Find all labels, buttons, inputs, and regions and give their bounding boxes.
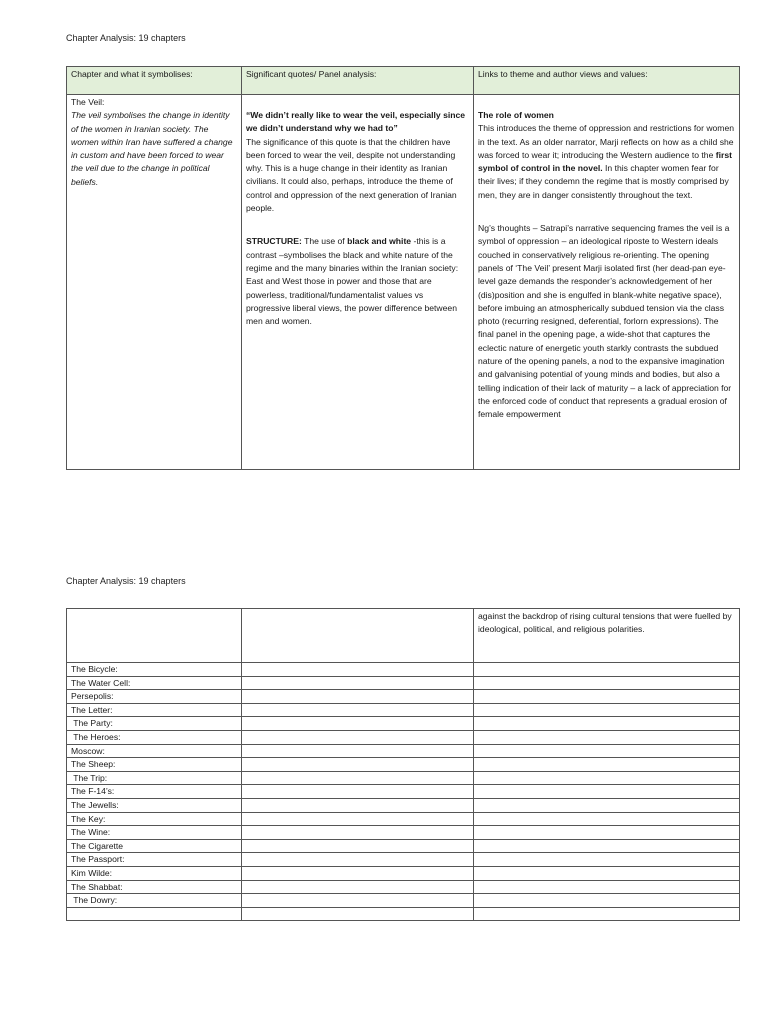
chapter-row bbox=[67, 866, 740, 880]
chapter-name: The Cigarette bbox=[67, 839, 242, 853]
chapter-row bbox=[67, 894, 740, 908]
chapter-analysis-table-continued bbox=[66, 608, 740, 921]
links-cell bbox=[474, 894, 740, 908]
chapter-name: Moscow: bbox=[67, 744, 242, 758]
chapter-row bbox=[67, 758, 740, 772]
chapter-symbolism: The veil symbolises the change in identity of the women in Iranian society. The women within Iran have suffered a change in custom and have been forced to wear the veil due to the change in political beliefs. bbox=[71, 110, 233, 187]
chapter-name: The Heroes: bbox=[67, 730, 242, 744]
links-cell bbox=[474, 853, 740, 867]
chapter-row bbox=[67, 826, 740, 840]
links-cell bbox=[474, 866, 740, 880]
chapter-row bbox=[67, 839, 740, 853]
links-cell bbox=[474, 730, 740, 744]
theme-text bbox=[478, 122, 735, 202]
links-cell bbox=[474, 676, 740, 690]
chapter-row bbox=[67, 690, 740, 704]
chapter-name: Kim Wilde: bbox=[67, 866, 242, 880]
quotes-cell bbox=[242, 785, 474, 799]
links-cell bbox=[474, 839, 740, 853]
chapter-cell bbox=[67, 95, 242, 470]
quotes-cell bbox=[242, 95, 474, 470]
links-cell bbox=[474, 880, 740, 894]
theme-text-a: This introduces the theme of oppression and restrictions for women in the text. As an older narrator, Marji reflects on how as a child she was forced to wear it; introducing the Western audience to the bbox=[478, 123, 735, 160]
quotes-cell bbox=[242, 744, 474, 758]
chapter-name: The Passport: bbox=[67, 853, 242, 867]
chapter-name: The Shabbat: bbox=[67, 880, 242, 894]
chapter-name: The Water Cell: bbox=[67, 676, 242, 690]
empty-row bbox=[67, 907, 740, 921]
structure-analysis bbox=[246, 235, 469, 328]
chapter-name: The Dowry: bbox=[67, 894, 242, 908]
chapter-name: The Trip: bbox=[67, 771, 242, 785]
chapter-row bbox=[67, 785, 740, 799]
links-cell bbox=[474, 690, 740, 704]
links-cell bbox=[474, 758, 740, 772]
chapter-row bbox=[67, 676, 740, 690]
quotes-cell bbox=[242, 798, 474, 812]
header-links: Links to theme and author views and values: bbox=[474, 67, 740, 95]
chapter-name: The Sheep: bbox=[67, 758, 242, 772]
theme-title: The role of women bbox=[478, 110, 554, 120]
quotes-cell bbox=[242, 826, 474, 840]
theme-text-b: In this chapter women fear for their lives; if they condemn the regime that is mostly comprised by men, they are in danger consistently throughout the text. bbox=[478, 163, 729, 200]
chapter-row bbox=[67, 744, 740, 758]
chapter-name: The F-14’s: bbox=[67, 785, 242, 799]
quotes-cell bbox=[242, 663, 474, 677]
quotes-cell bbox=[242, 703, 474, 717]
chapter-name: The Wine: bbox=[67, 826, 242, 840]
quote-analysis: The significance of this quote is that the children have been forced to wear the veil, despite not understanding why. This is a huge change in their identity as Iranian civilians. It could also, perhaps, introduce the theme of control and oppression of the next generation of Iranian people. bbox=[246, 136, 457, 214]
header-row bbox=[67, 67, 740, 95]
chapter-cell bbox=[67, 609, 242, 663]
chapter-name: The Party: bbox=[67, 717, 242, 731]
links-cell bbox=[474, 95, 740, 470]
quotes-cell bbox=[242, 894, 474, 908]
chapter-row bbox=[67, 717, 740, 731]
quotes-cell bbox=[242, 839, 474, 853]
chapter-name: The Jewells: bbox=[67, 798, 242, 812]
header-quotes: Significant quotes/ Panel analysis: bbox=[242, 67, 474, 95]
chapter-row bbox=[67, 798, 740, 812]
chapter-analysis-table bbox=[66, 66, 740, 470]
chapter-title: The Veil: bbox=[71, 97, 105, 107]
empty-cell bbox=[242, 907, 474, 921]
continued-text: against the backdrop of rising cultural tensions that were fuelled by ideological, political, and religious polarities. bbox=[478, 611, 732, 635]
links-cell bbox=[474, 785, 740, 799]
chapter-name: The Letter: bbox=[67, 703, 242, 717]
chapter-row bbox=[67, 771, 740, 785]
quotes-cell bbox=[242, 880, 474, 894]
quotes-cell bbox=[242, 771, 474, 785]
structure-label: STRUCTURE: bbox=[246, 236, 302, 247]
structure-text: The use of bbox=[301, 236, 348, 247]
empty-cell bbox=[67, 907, 242, 921]
continued-cell bbox=[474, 609, 740, 663]
empty-cell bbox=[474, 907, 740, 921]
links-cell bbox=[474, 826, 740, 840]
links-cell bbox=[474, 703, 740, 717]
chapter-name: Persepolis: bbox=[67, 690, 242, 704]
quotes-cell bbox=[242, 853, 474, 867]
links-cell bbox=[474, 663, 740, 677]
links-cell bbox=[474, 717, 740, 731]
page-heading: Chapter Analysis: 19 chapters bbox=[66, 33, 186, 43]
chapter-name: The Bicycle: bbox=[67, 663, 242, 677]
quote: “We didn’t really like to wear the veil, especially since we didn’t understand why we had to” bbox=[246, 110, 466, 134]
chapter-name: The Key: bbox=[67, 812, 242, 826]
quotes-cell bbox=[242, 866, 474, 880]
theme-bold: first symbol of control in the novel. bbox=[478, 149, 732, 174]
chapter-row bbox=[67, 812, 740, 826]
quotes-cell bbox=[242, 812, 474, 826]
quotes-cell bbox=[242, 676, 474, 690]
links-cell bbox=[474, 771, 740, 785]
chapter-row bbox=[67, 730, 740, 744]
quotes-cell bbox=[242, 609, 474, 663]
table-row bbox=[67, 95, 740, 470]
structure-bold: black and white bbox=[347, 236, 412, 247]
chapter-row bbox=[67, 663, 740, 677]
page-heading-2: Chapter Analysis: 19 chapters bbox=[66, 576, 186, 586]
links-cell bbox=[474, 744, 740, 758]
chapter-row bbox=[67, 703, 740, 717]
quotes-cell bbox=[242, 690, 474, 704]
links-cell bbox=[474, 812, 740, 826]
chapter-row bbox=[67, 853, 740, 867]
header-chapter: Chapter and what it symbolises: bbox=[67, 67, 242, 95]
links-cell bbox=[474, 798, 740, 812]
chapter-row bbox=[67, 880, 740, 894]
quotes-cell bbox=[242, 758, 474, 772]
table-row bbox=[67, 609, 740, 663]
structure-text-cont: -this is a contrast –symbolises the black and white nature of the regime and the many binaries within the Iranian society: East and West those in power and those that are powerless, traditional/fundamentalist values vs progressive liberal views, the power difference between men and women. bbox=[246, 236, 459, 327]
quotes-cell bbox=[242, 730, 474, 744]
quotes-cell bbox=[242, 717, 474, 731]
ng-thoughts: Ng’s thoughts – Satrapi’s narrative sequencing frames the veil is a symbol of oppression – an ideological riposte to Western ideals couched in conservatively religious re-orienting. The opening panels of ‘The Veil’ present Marji isolated first (her dead-pan eye-level gaze demands the responder’s acknowledgement of her (dis)position and she is engulfed in blank-white negative space), before imbuing an atmospherically subdued tension via the class photo (recurring resigned, deferential, forlorn expressions). The final panel in the opening page, a wide-shot that captures the eclectic nature of energetic youth starkly contrasts the subdued nature of the opening panels, a nod to the expansive imagination and galvanising potential of young minds and bodies, but also a telling indication of their lack of maturity – a lack of appreciation for the enforced code of conduct that represents a gradual erosion of female empowerment bbox=[478, 223, 732, 420]
